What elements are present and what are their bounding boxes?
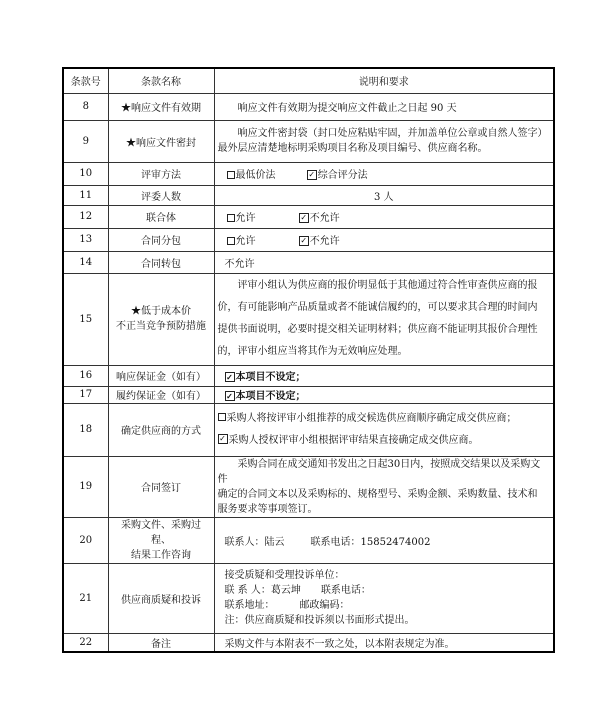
clause-no: 14 <box>63 251 108 273</box>
desc-line: 采购合同在成交通知书发出之日起30日内，按照成交结果以及采购文件 <box>217 458 541 485</box>
clause-no: 17 <box>63 386 108 403</box>
table-row <box>63 185 554 205</box>
clause-desc <box>214 517 554 563</box>
clause-name: 备注 <box>108 633 214 652</box>
table-row <box>63 205 554 228</box>
checkbox-empty-icon <box>218 413 226 421</box>
option-allow: 允许 <box>227 213 256 224</box>
clause-name <box>108 517 214 563</box>
desc-line: 的，评审小组应当将其作为无效响应处理。 <box>217 346 408 357</box>
clause-no: 9 <box>63 120 108 162</box>
desc-line: 评审小组认为供应商的报价明显低于其他通过符合性审查供应商的报 <box>237 280 538 291</box>
desc-line: 价，有可能影响产品质量或者不能诚信履约的，可以要求其合理的时间内 <box>217 302 538 313</box>
table-row <box>63 273 554 365</box>
header-clause-name: 条款名称 <box>108 68 214 93</box>
clause-name: 合同签订 <box>108 456 214 517</box>
clause-name: 确定供应商的方式 <box>108 403 214 456</box>
clause-no: 16 <box>63 365 108 386</box>
clause-name: ★响应文件密封 <box>108 120 214 162</box>
desc-line: 注：供应商质疑和投诉须以书面形式提出。 <box>224 615 415 626</box>
clause-name: 评委人数 <box>108 185 214 205</box>
clause-no: 10 <box>63 162 108 185</box>
clause-no: 20 <box>63 517 108 563</box>
table-row <box>63 403 554 456</box>
name-line: 结果工作咨询 <box>131 549 191 561</box>
table-header-row <box>63 68 554 93</box>
checkbox-empty-icon <box>227 171 235 179</box>
option-lowest-price: 最低价法 <box>227 170 276 181</box>
clause-no: 8 <box>63 93 108 120</box>
clause-desc <box>214 273 554 365</box>
desc-line: 联 系 人：葛云坤 联系电话： <box>224 585 371 596</box>
clause-no: 18 <box>63 403 108 456</box>
checkbox-empty-icon <box>227 237 235 245</box>
checkbox-checked-icon: ✓ <box>226 371 233 382</box>
clause-name <box>108 273 214 365</box>
header-description: 说明和要求 <box>214 68 554 93</box>
clause-no: 12 <box>63 205 108 228</box>
desc-line: 采购人将按评审小组推荐的成交候选供应商顺序确定成交供应商； <box>218 408 551 430</box>
clause-desc <box>214 403 554 456</box>
table-row <box>63 365 554 386</box>
desc-line: 确定的合同文本以及采购标的、规格型号、采购金额、采购数量、技术和 <box>217 488 538 500</box>
clause-no: 11 <box>63 185 108 205</box>
desc-line: 最外层应清楚地标明采购项目名称及项目编号、供应商名称。 <box>217 143 488 154</box>
clause-desc: 采购文件与本附表不一致之处，以本附表规定为准。 <box>214 633 554 652</box>
table-row <box>63 633 554 652</box>
clause-no: 13 <box>63 228 108 251</box>
option-disallow: ✓ 不允许 <box>300 235 340 247</box>
clause-name: 合同分包 <box>108 228 214 251</box>
clause-name: 响应保证金（如有） <box>108 365 214 386</box>
table-row <box>63 517 554 563</box>
name-line: ★低于成本价 <box>131 306 191 317</box>
checkbox-checked-icon: ✓ <box>300 212 308 222</box>
clause-no: 19 <box>63 456 108 517</box>
table-row <box>63 386 554 403</box>
option-allow: 允许 <box>227 236 256 247</box>
table-row <box>63 120 554 162</box>
table-row <box>63 563 554 633</box>
option-comprehensive: ✓ 综合评分法 <box>308 169 368 181</box>
desc-line: 提供书面说明，必要时提交相关证明材料；供应商不能证明其报价合理性 <box>217 324 538 335</box>
table-row <box>63 93 554 120</box>
clause-name: 合同转包 <box>108 251 214 273</box>
header-clause-no: 条款号 <box>63 68 108 93</box>
checkbox-checked-icon: ✓ <box>226 390 233 401</box>
contact-phone: 联系电话：15852474002 <box>310 536 431 548</box>
clause-desc <box>214 563 554 633</box>
option-disallow: ✓ 不允许 <box>300 212 340 224</box>
name-line: 采购文件、采购过程、 <box>121 519 201 546</box>
clause-desc <box>214 205 554 228</box>
name-line: 不正当竞争预防措施 <box>116 321 206 332</box>
clause-desc: 响应文件有效期为提交响应文件截止之日起 90 天 <box>214 93 554 120</box>
desc-line: 接受质疑和受理投诉单位： <box>224 570 345 581</box>
desc-line: 响应文件密封袋（封口处应粘贴牢固，并加盖单位公章或自然人签字） <box>237 128 548 139</box>
clause-name: 联合体 <box>108 205 214 228</box>
desc-line: ✓ 采购人授权评审小组根据评审结果直接确定成交供应商。 <box>219 434 479 446</box>
clause-name: ★响应文件有效期 <box>108 93 214 120</box>
clause-name: 履约保证金（如有） <box>108 386 214 403</box>
clause-desc: ✓ 本项目不设定； <box>214 386 554 403</box>
clause-desc <box>214 456 554 517</box>
clause-name: 供应商质疑和投诉 <box>108 563 214 633</box>
table-row <box>63 251 554 273</box>
clause-no: 15 <box>63 273 108 365</box>
checkbox-checked-icon: ✓ <box>300 235 308 245</box>
table-row <box>63 228 554 251</box>
clause-no: 21 <box>63 563 108 633</box>
table-row <box>63 456 554 517</box>
table-row <box>63 162 554 185</box>
clause-desc <box>214 162 554 185</box>
clause-desc <box>214 120 554 162</box>
checkbox-checked-icon: ✓ <box>308 169 316 179</box>
desc-line: 服务要求等事项签订。 <box>217 503 318 515</box>
clause-desc: ✓ 本项目不设定； <box>214 365 554 386</box>
contact-person: 联系人：陆云 <box>224 536 285 548</box>
checkbox-checked-icon: ✓ <box>219 434 226 443</box>
checkbox-empty-icon <box>227 214 235 222</box>
clause-desc: 不允许 <box>214 251 554 273</box>
clause-desc: 3 人 <box>214 185 554 205</box>
clause-desc <box>214 228 554 251</box>
requirements-table <box>62 67 555 653</box>
clause-no: 22 <box>63 633 108 652</box>
clause-name: 评审方法 <box>108 162 214 185</box>
desc-line: 联系地址： 邮政编码： <box>224 600 350 611</box>
